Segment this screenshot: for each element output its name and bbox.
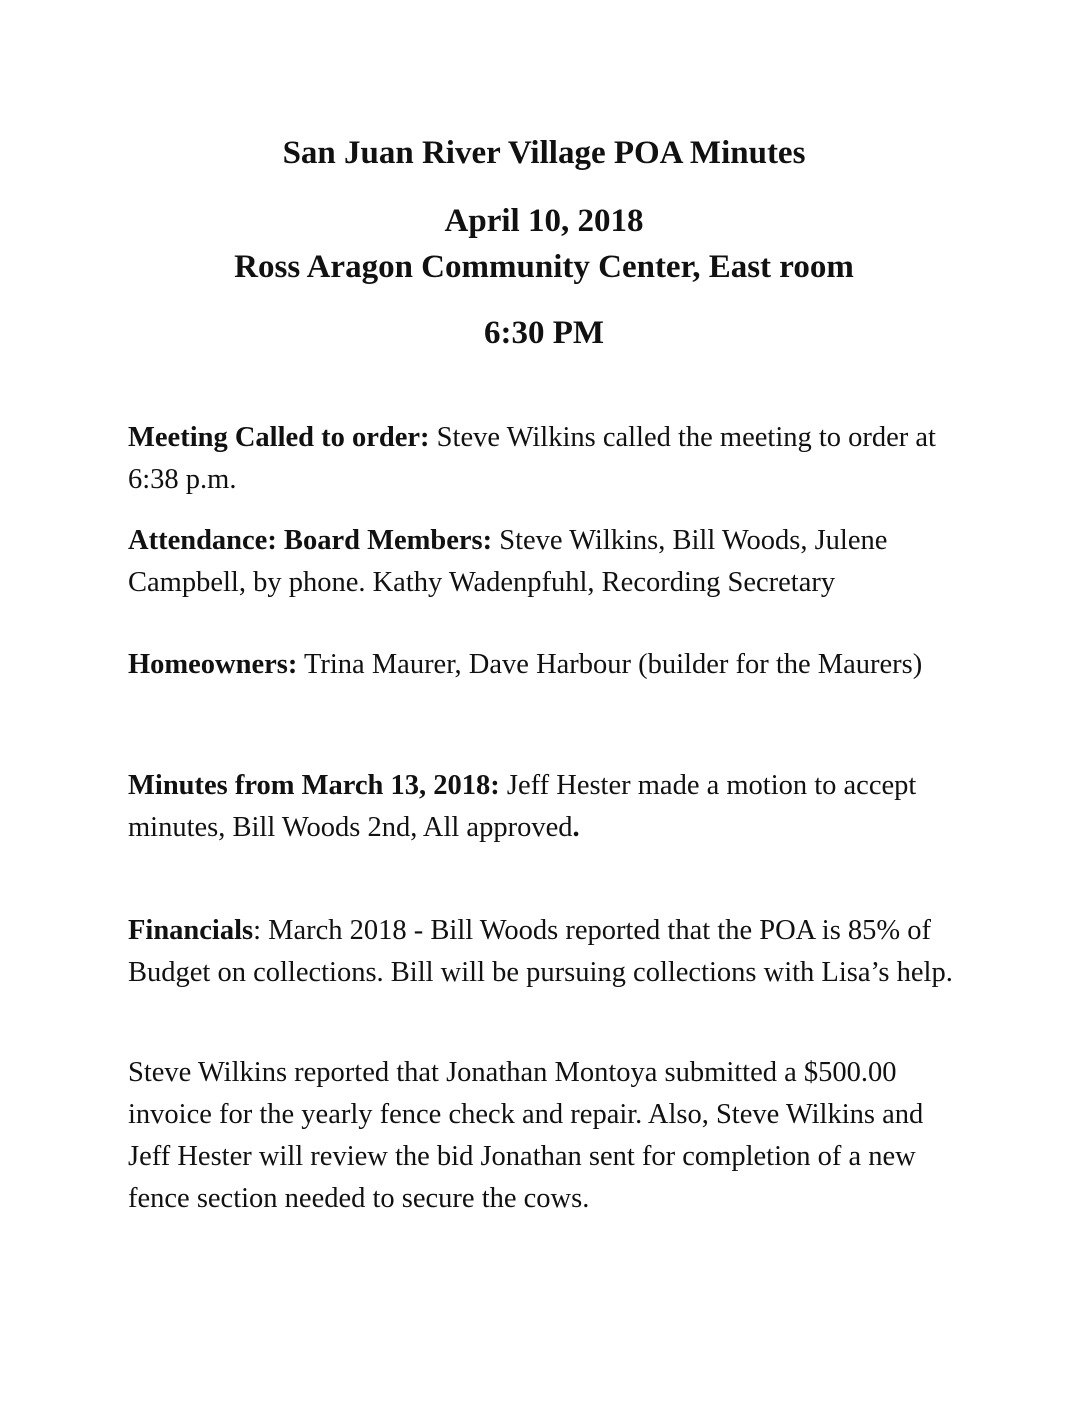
meeting-date: April 10, 2018 [444,203,644,239]
attendance-label: Attendance: Board Members: [128,525,493,556]
fence-paragraph: Steve Wilkins reported that Jonathan Montoya submitted a $500.00 invoice for the yearly fence check and repair. Also, Steve Wilkins and Jeff Hester will review the bid Jonathan sent for completion of a new fence section needed to secure the cows. [128,1057,924,1214]
homeowners-label: Homeowners: [128,649,298,680]
attendance-paragraph [128,520,958,604]
minutes-text: Jeff Hester made a motion to accept minutes, Bill Woods 2nd, All approved [128,770,917,843]
document-title: San Juan River Village POA Minutes [282,135,806,171]
meeting-location: Ross Aragon Community Center, East room [234,249,854,285]
call-to-order-text: Steve Wilkins called the meeting to order at 6:38 p.m. [128,422,936,495]
financials-label: Financials [128,915,254,946]
call-to-order-paragraph [128,417,958,501]
call-to-order-label: Meeting Called to order: [128,422,430,453]
meeting-time: 6:30 PM [483,315,605,351]
financials-text: : March 2018 - Bill Woods reported that the POA is 85% of Budget on collections. Bill will be pursuing collections with Lisa’s help. [128,915,953,988]
homeowners-paragraph [128,644,958,686]
financials-paragraph [128,910,958,994]
homeowners-text: Trina Maurer, Dave Harbour (builder for the Maurers) [297,649,923,680]
minutes-label: Minutes from March 13, 2018: [128,770,500,801]
minutes-paragraph [128,765,958,849]
attendance-text: Steve Wilkins, Bill Woods, Julene Campbell, by phone. Kathy Wadenpfuhl, Recording Secretary [128,525,888,598]
minutes-end: . [572,812,580,843]
